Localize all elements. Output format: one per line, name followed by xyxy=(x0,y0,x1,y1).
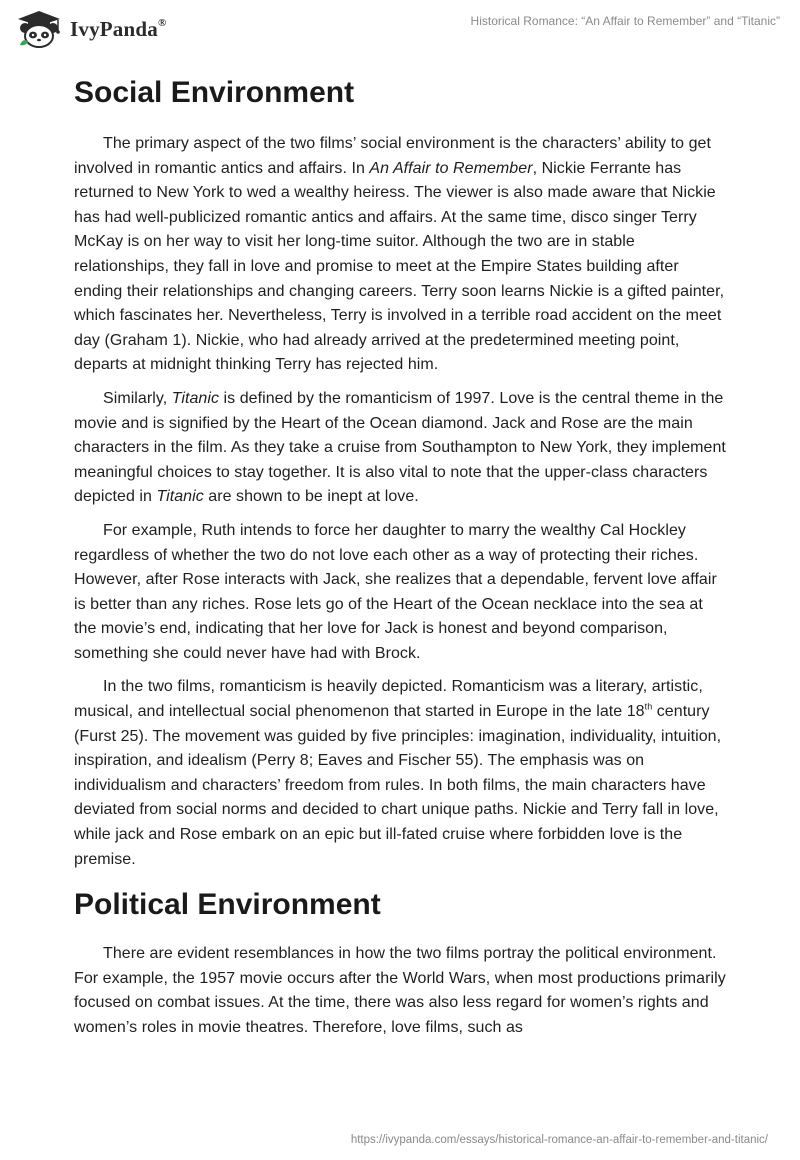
section-heading-social: Social Environment xyxy=(74,76,355,109)
essay-content xyxy=(74,72,726,1050)
section-heading-political: Political Environment xyxy=(74,888,381,922)
ivypanda-logo[interactable] xyxy=(14,9,166,49)
brand-name: IvyPanda® xyxy=(70,16,167,41)
paragraph: There are evident resemblances in how the two films portray the political environment. For example, the 1957 movie occurs after the World Wars, when most productions primarily focused on combat issues. At the time, there was also less regard for women’s rights and women’s roles in movie theatres. Therefore, love films, such as xyxy=(74,945,726,1036)
paragraph: In the two films, romanticism is heavily depicted. Romanticism was a literary, artistic, musical, and intellectual social phenomenon that started in Europe in the late 18th century (Furst 25). The movement was guided by five principles: imagination, individuality, intuition, inspiration, and idealism (Perry 8; Eaves and Fischer 55). The emphasis was on individualism and characters’ freedom from rules. In both films, the main characters have deviated from social norms and decided to chart unique paths. Nickie and Terry fall in love, while jack and Rose embark on an epic but ill-fated cruise where forbidden love is the premise. xyxy=(74,678,722,868)
paragraph: Similarly, Titanic is defined by the romanticism of 1997. Love is the central theme in the movie and is signified by the Heart of the Ocean diamond. Jack and Rose are the main characters in the film. As they take a cruise from Southampton to New York, they implement meaningful choices to stay together. It is also vital to note that the upper-class characters depicted in Titanic are shown to be inept at love. xyxy=(74,389,726,506)
panda-logo-icon xyxy=(14,9,64,49)
paragraph: For example, Ruth intends to force her daughter to marry the wealthy Cal Hockley regardless of whether the two do not love each other as a way of protecting their riches. However, after Rose interacts with Jack, she realizes that a dependable, fervent love affair is better than any riches. Rose lets go of the Heart of the Ocean necklace into the sea at the movie’s end, indicating that her love for Jack is honest and beyond comparison, something she could never have had with Brock. xyxy=(74,521,717,662)
page-header xyxy=(0,0,800,60)
paragraph: The primary aspect of the two films’ social environment is the characters’ ability to get involved in romantic antics and affairs. In An Affair to Remember, Nickie Ferrante has returned to New York to wed a wealthy heiress. The viewer is also made aware that Nickie has had well-publicized romantic antics and affairs. At the same time, disco singer Terry McKay is on her way to visit her long-time suitor. Although the two are in stable relationships, they fall in love and promise to meet at the Empire States building after ending their relationships and changing careers. Terry soon learns Nickie is a gifted painter, which fascinates her. Nevertheless, Terry is involved in a terrible road accident on the meet day (Graham 1). Nickie, who had already arrived at the predetermined meeting point, departs at midnight thinking Terry has rejected him. xyxy=(74,135,725,374)
document-title: Historical Romance: “An Affair to Remember” and “Titanic” xyxy=(470,14,780,28)
source-url[interactable]: https://ivypanda.com/essays/historical-romance-an-affair-to-remember-and-titanic/ xyxy=(350,1134,768,1146)
